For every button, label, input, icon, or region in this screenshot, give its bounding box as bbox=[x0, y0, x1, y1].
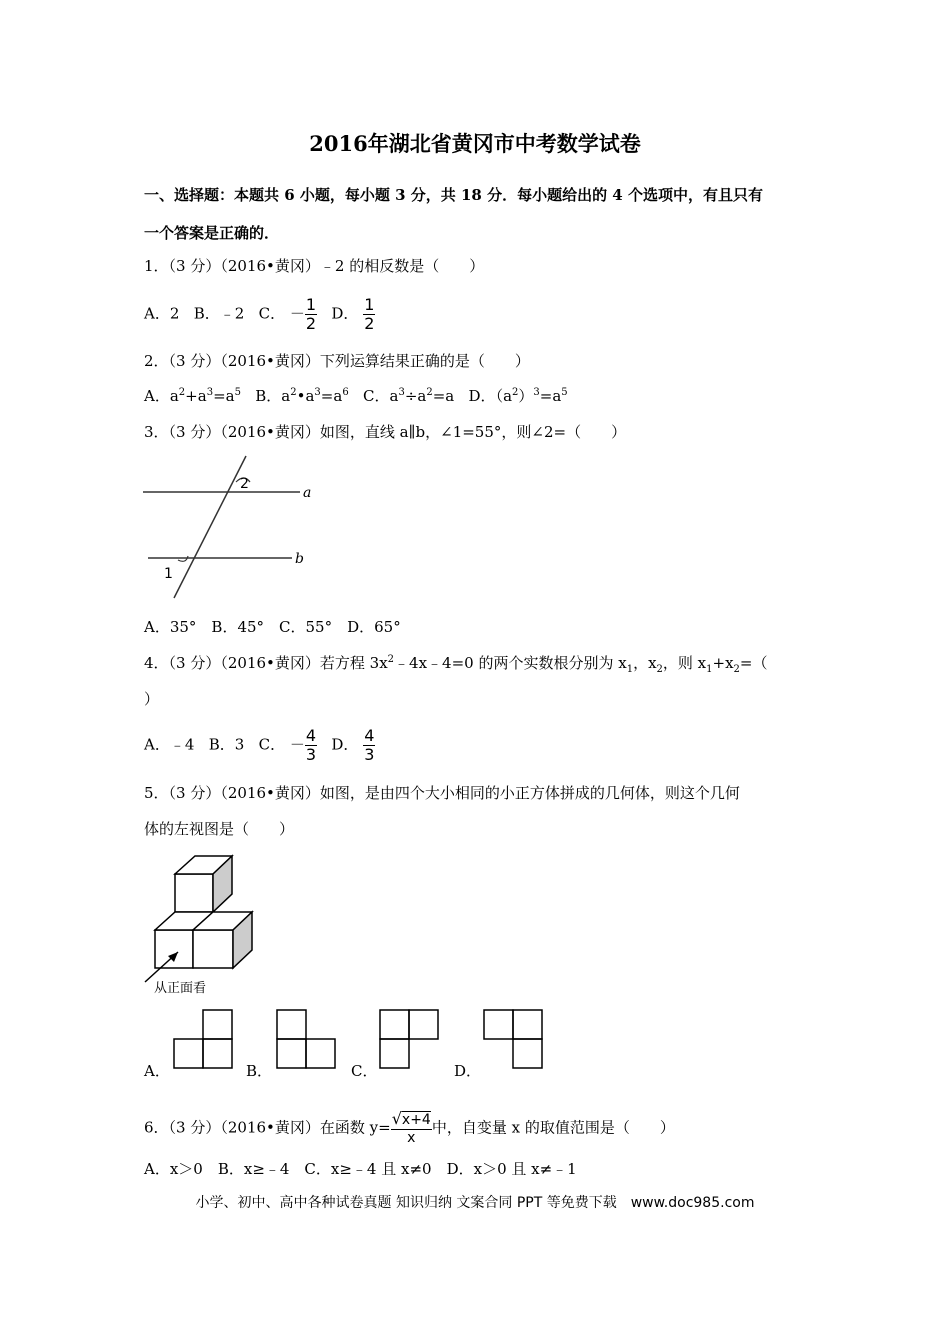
question-1-options bbox=[144, 296, 375, 333]
line-b-label: b bbox=[295, 551, 304, 567]
q5-option-d-figure bbox=[482, 1008, 544, 1070]
section-heading-line2: 一个答案是正确的． bbox=[144, 224, 280, 242]
line-a-label: a bbox=[303, 485, 312, 501]
q5-option-b: B． bbox=[246, 1062, 273, 1080]
q5-option-b-figure bbox=[275, 1008, 337, 1070]
q1-c-fraction: $\frac{1}{2}$ bbox=[305, 295, 317, 333]
question-4-stem-line1: 4．（3 分）（2016•黄冈）若方程 $3x^2﹣4x﹣4=0$ 的两个实数根分别为 $x_1$，$x_2$，则 $x_1+x_2=$（ bbox=[144, 654, 768, 675]
cube-solid-figure bbox=[140, 852, 270, 1002]
q5-option-d: D． bbox=[454, 1062, 482, 1080]
section-heading-line1: 一、选择题：本题共 6 小题，每小题 3 分，共 18 分．每小题给出的 4 个选项中，有且只有 bbox=[144, 186, 763, 204]
q5-option-a: A． bbox=[144, 1062, 170, 1080]
angle-2-label: 2 bbox=[240, 476, 249, 492]
q1-d-fraction: $\frac{1}{2}$ bbox=[364, 295, 375, 333]
question-4-stem-line2: ） bbox=[144, 690, 160, 708]
page-title: 2016年湖北省黄冈市中考数学试卷 bbox=[309, 131, 641, 156]
question-5-stem-line2: 体的左视图是（ ） bbox=[144, 820, 295, 838]
question-1-stem: 1．（3 分）（2016•黄冈）﹣2 的相反数是（ ） bbox=[144, 257, 485, 275]
question-2-stem: 2．（3 分）（2016•黄冈）下列运算结果正确的是（ ） bbox=[144, 352, 530, 370]
q6-function-fraction: $\frac{√x+4}{x}$ bbox=[391, 1109, 431, 1146]
q4-d-fraction: $\frac{4}{3}$ bbox=[364, 726, 375, 764]
view-direction-caption: 从正面看 bbox=[154, 981, 207, 996]
question-4-options: A．﹣4 B．3 C． － $\frac{4}{3}$ D． $\frac{4}{3}$ bbox=[144, 726, 375, 764]
q5-option-c-figure bbox=[378, 1008, 440, 1070]
angle-1-label: 1 bbox=[164, 566, 173, 582]
question-3-options: A．35° B．45° C．55° D．65° bbox=[144, 618, 401, 636]
q1-option-c: C． bbox=[258, 304, 286, 323]
q5-option-c: C． bbox=[351, 1062, 378, 1080]
q1-option-b: B．﹣2 bbox=[193, 304, 245, 323]
q1-option-d: D． bbox=[331, 304, 359, 323]
q1-option-a: A．2 bbox=[144, 304, 180, 323]
question-2-options: A．$a^2+a^3=a^5$ B．$a^2•a^3=a^6$ C．$a^3\div a^2=a$ D．$(a^2)^3=a^5$ bbox=[144, 387, 568, 405]
q5-option-a-figure bbox=[172, 1008, 234, 1070]
question-5-stem-line1: 5．（3 分）（2016•黄冈）如图，是由四个大小相同的小正方体拼成的几何体，则这个几何 bbox=[144, 784, 740, 802]
q4-c-fraction: $\frac{4}{3}$ bbox=[305, 726, 317, 764]
q1-c-sign: － bbox=[289, 304, 305, 323]
question-3-stem: 3．（3 分）（2016•黄冈）如图，直线 a∥b，∠1=55°，则∠2=（ ） bbox=[144, 423, 627, 441]
footer-banner: 小学、初中、高中各种试卷真题 知识归纳 文案合同 PPT 等免费下载 www.doc985.com bbox=[195, 1195, 755, 1211]
question-6-options: A．x＞0 B．x≥﹣4 C．x≥﹣4 且 x≠0 D．x＞0 且 x≠﹣1 bbox=[144, 1160, 577, 1178]
question-6-stem: 6．（3 分）（2016•黄冈）在函数 y= $\frac{√x+4}{x}$ 中，自变量 x 的取值范围是（ ） bbox=[144, 1109, 675, 1146]
parallel-lines-figure bbox=[140, 452, 320, 602]
